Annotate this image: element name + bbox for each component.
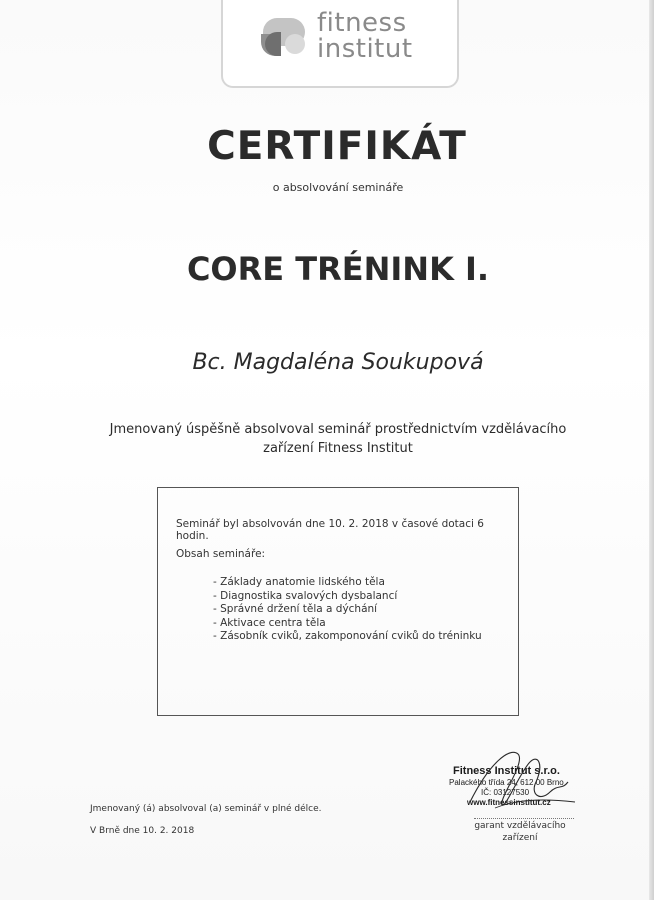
guarantor-caption xyxy=(460,820,580,844)
logo-wordmark xyxy=(317,10,413,62)
seminar-name: CORE TRÉNINK I. xyxy=(186,250,490,288)
certificate-subtitle: o absolvování semináře xyxy=(272,181,404,194)
content-list xyxy=(213,576,482,644)
statement-line-1: Jmenovaný úspěšně absolvoval seminář prostřednictvím vzdělávacího xyxy=(109,422,567,437)
stamp-address: Palackého třída 24, 612 00 Brno xyxy=(449,778,564,787)
completion-info: Seminář byl absolvován dne 10. 2. 2018 v časové dotaci 6 hodin. xyxy=(176,518,484,542)
stamp-web: www.fitnessinstitut.cz xyxy=(467,798,551,807)
logo-box xyxy=(221,0,459,88)
fitness-institut-logo-icon xyxy=(257,10,309,62)
list-item: - Zásobník cviků, zakomponování cviků do tréninku xyxy=(213,630,482,642)
statement-line-2: zařízení Fitness Institut xyxy=(263,441,413,456)
signature-icon xyxy=(440,742,590,822)
certificate-title: CERTIFIKÁT xyxy=(207,124,467,169)
guarantor-line-1: garant vzdělávacího xyxy=(474,821,566,831)
guarantor-line-2: zařízení xyxy=(502,833,538,843)
list-item: - Správné držení těla a dýchání xyxy=(213,603,378,615)
stamp-ic: IČ: 03127530 xyxy=(481,788,530,797)
full-attendance-note: Jmenovaný (á) absolvoval (a) seminář v plné délce. xyxy=(90,804,322,814)
list-item: - Aktivace centra těla xyxy=(213,616,326,629)
logo-line-institut: institut xyxy=(317,34,413,64)
logo-line-fitness: fitness xyxy=(317,8,407,38)
place-date: V Brně dne 10. 2. 2018 xyxy=(90,826,195,836)
recipient-name: Bc. Magdaléna Soukupová xyxy=(192,350,484,375)
completion-statement xyxy=(80,420,596,458)
list-item: - Základy anatomie lidského těla xyxy=(213,576,385,588)
signature-line xyxy=(474,818,574,819)
stamp-company: Fitness Institut s.r.o. xyxy=(453,765,560,777)
content-label: Obsah semináře: xyxy=(176,548,266,560)
seminar-details-box xyxy=(157,487,519,716)
list-item: - Diagnostika svalových dysbalancí xyxy=(213,589,398,602)
